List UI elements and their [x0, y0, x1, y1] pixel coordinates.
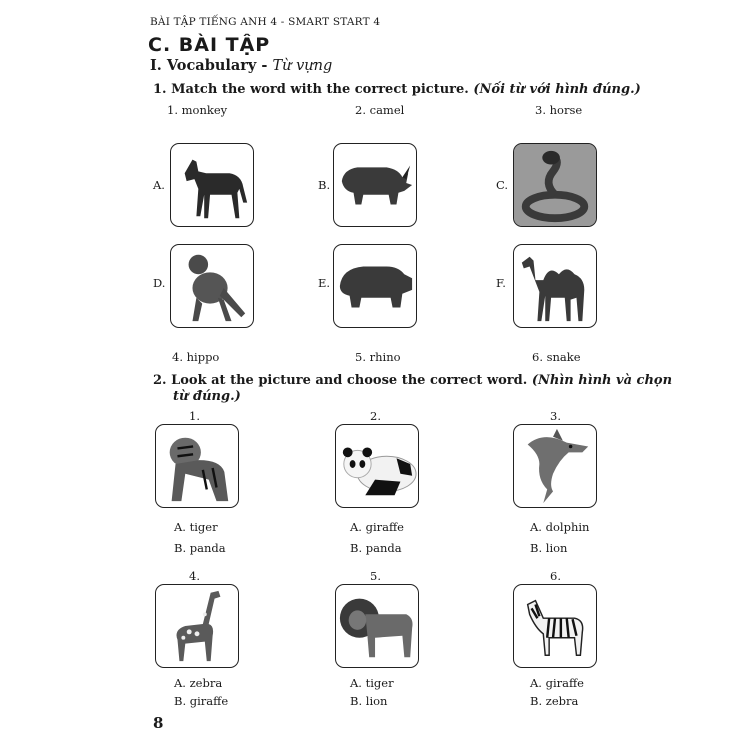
question-1-text: 1. Match the word with the correct picture. (Nối từ với hình đúng.) [153, 82, 641, 97]
dolphin-icon [514, 425, 596, 507]
picture-a[interactable] [170, 143, 254, 227]
item-4-option-b[interactable]: B. giraffe [174, 694, 229, 708]
item-3-option-b[interactable]: B. lion [530, 541, 568, 555]
item-5-picture [335, 584, 419, 668]
word-camel: 2. camel [355, 103, 405, 117]
item-5-option-b[interactable]: B. lion [350, 694, 388, 708]
item-2-option-b[interactable]: B. panda [350, 541, 402, 555]
monkey-icon [171, 245, 253, 327]
item-3-number: 3. [550, 409, 561, 423]
zebra-icon [514, 585, 596, 667]
item-1-picture [155, 424, 239, 508]
tiger-icon [156, 425, 238, 507]
letter-b: B. [318, 178, 331, 192]
letter-c: C. [496, 178, 509, 192]
hippo-icon [334, 245, 416, 327]
letter-a: A. [153, 178, 165, 192]
item-3-picture [513, 424, 597, 508]
letter-d: D. [153, 276, 166, 290]
letter-f: F. [496, 276, 506, 290]
page-header: BÀI TẬP TIẾNG ANH 4 - SMART START 4 [150, 16, 381, 28]
item-1-option-b[interactable]: B. panda [174, 541, 226, 555]
section-title: C. BÀI TẬP [148, 34, 271, 56]
item-4-number: 4. [189, 569, 200, 583]
item-6-number: 6. [550, 569, 561, 583]
panda-icon [336, 425, 418, 507]
picture-b[interactable] [333, 143, 417, 227]
horse-icon [171, 144, 253, 226]
giraffe-icon [156, 585, 238, 667]
item-4-option-a[interactable]: A. zebra [174, 676, 223, 690]
item-1-number: 1. [189, 409, 200, 423]
item-6-option-b[interactable]: B. zebra [530, 694, 579, 708]
item-1-option-a[interactable]: A. tiger [174, 520, 218, 534]
picture-d[interactable] [170, 244, 254, 328]
item-2-picture [335, 424, 419, 508]
item-2-option-a[interactable]: A. giraffe [350, 520, 404, 534]
word-rhino: 5. rhino [355, 350, 401, 364]
word-snake: 6. snake [532, 350, 581, 364]
question-2-text: 2. Look at the picture and choose the correct word. (Nhìn hình và chọn [153, 373, 673, 388]
camel-icon [514, 245, 596, 327]
item-2-number: 2. [370, 409, 381, 423]
question-2-text-line2: từ đúng.) [173, 389, 241, 404]
item-3-option-a[interactable]: A. dolphin [530, 520, 590, 534]
letter-e: E. [318, 276, 331, 290]
lion-icon [336, 585, 418, 667]
item-4-picture [155, 584, 239, 668]
subsection-title: I. Vocabulary - Từ vựng [150, 57, 333, 74]
rhino-icon [334, 144, 416, 226]
picture-c[interactable] [513, 143, 597, 227]
word-monkey: 1. monkey [167, 103, 228, 117]
snake-icon [514, 144, 596, 226]
item-6-picture [513, 584, 597, 668]
word-hippo: 4. hippo [172, 350, 220, 364]
item-6-option-a[interactable]: A. giraffe [530, 676, 584, 690]
page-number: 8 [153, 714, 164, 732]
item-5-number: 5. [370, 569, 381, 583]
item-5-option-a[interactable]: A. tiger [350, 676, 394, 690]
picture-f[interactable] [513, 244, 597, 328]
picture-e[interactable] [333, 244, 417, 328]
word-horse: 3. horse [535, 103, 583, 117]
